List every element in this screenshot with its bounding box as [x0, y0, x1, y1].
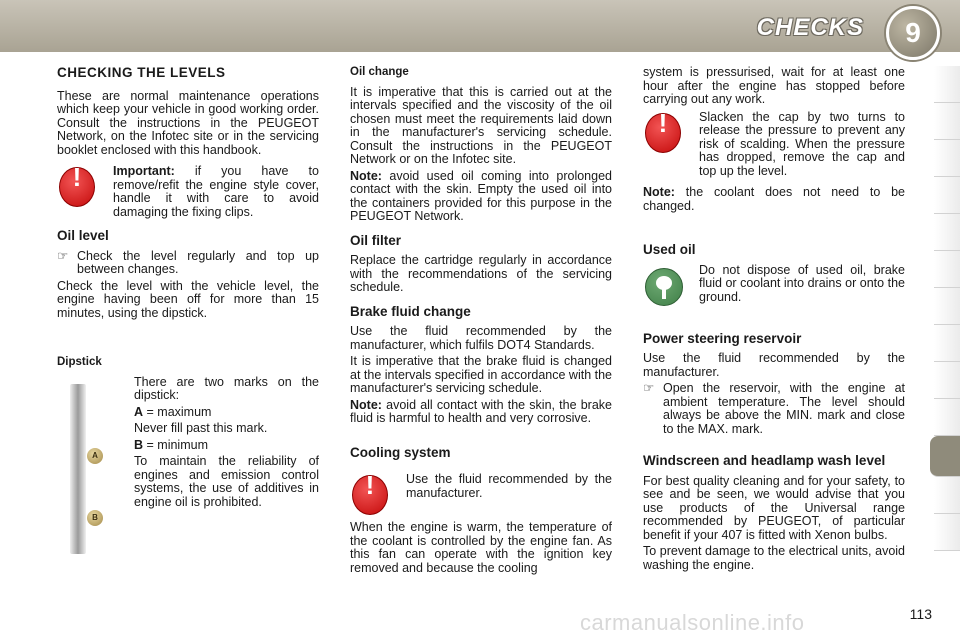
coolant-note: the coolant does not need to be changed. [643, 185, 905, 213]
chapter-tab[interactable] [934, 177, 960, 214]
dipstick-image [70, 384, 86, 554]
chapter-tab[interactable] [934, 325, 960, 362]
exclamation-warning-icon [645, 113, 681, 153]
chapter-tab[interactable] [934, 214, 960, 251]
page-heading: CHECKING THE LEVELS [57, 65, 226, 80]
used-oil-text: Do not dispose of used oil, brake fluid or coolant into drains or onto the ground. [699, 262, 905, 304]
power-steering-text: Use the fluid recommended by the manufacturer. [643, 351, 905, 379]
chapter-number: 9 [905, 17, 921, 48]
important-label: Important: [113, 164, 175, 178]
oil-change-note: avoid used oil coming into prolonged contact with the skin. Empty the used oil into the containers provided for this purpose in the PEUGEOT Network. [350, 168, 612, 223]
dipstick-intro: There are two marks on the dipstick: [134, 374, 319, 402]
exclamation-warning-icon [59, 167, 95, 207]
chapter-tab[interactable] [934, 66, 960, 103]
never-fill-text: Never fill past this mark. [134, 421, 268, 435]
cooling-continued: system is pressurised, wait for at least one hour after the engine has stopped before carrying out any work. [643, 65, 905, 106]
oil-level-text: Check the level with the vehicle level, the engine having been off for more than 15 minutes, using the dipstick. [57, 278, 319, 320]
watermark: carmanualsonline.info [580, 610, 805, 635]
oil-filter-text: Replace the cartridge regularly in accordance with the recommendations of the servicing schedule. [350, 253, 612, 294]
note-label: Note: [643, 185, 675, 199]
column-middle [350, 62, 612, 578]
chapter-tabs [934, 66, 960, 576]
used-oil-block [643, 264, 905, 318]
brake-text-2: It is imperative that the brake fluid is changed at the intervals specified in accordance with the manufacturer's servicing schedule. [350, 354, 612, 395]
mark-a-badge: A [87, 448, 103, 464]
chapter-tab[interactable] [934, 103, 960, 140]
used-oil-heading: Used oil [643, 242, 696, 257]
oil-change-heading: Oil change [350, 66, 409, 78]
note-label: Note: [350, 397, 382, 412]
mark-b-badge: B [87, 510, 103, 526]
washer-heading: Windscreen and headlamp wash level [643, 453, 886, 468]
oil-change-text: It is imperative that this is carried out at the intervals specified and the viscosity of the oil chosen must meet the requirements laid down in the manufacturer's servicing schedule. Consult the instructions in the PEUGEOT Network or on the Infotec site. [350, 84, 612, 166]
chapter-tab[interactable] [934, 288, 960, 325]
oil-level-bullet [57, 250, 319, 277]
page-header [0, 0, 960, 52]
oil-filter-heading: Oil filter [350, 232, 402, 248]
cooling-text-1: Use the fluid recommended by the manufacturer. [406, 472, 612, 500]
tree-environment-icon [645, 268, 683, 306]
mark-a-letter: A [134, 404, 144, 419]
page-number: 113 [909, 606, 932, 622]
exclamation-warning-icon [352, 475, 388, 515]
washer-text-1: For best quality cleaning and for your safety, to see and be seen, we would advise that you use products of the Universal range recommended by PEUGEOT, of particular benefit if your 407 is fitted with Xenon bulbs. [643, 473, 905, 542]
oil-level-bullet-text: Check the level regularly and top up between changes. [77, 248, 319, 276]
brake-note: avoid all contact with the skin, the brake fluid is harmful to health and very corrosive. [350, 397, 612, 425]
reliability-text: To maintain the reliability of engines and emission control systems, the use of additives in engine oil is prohibited. [134, 454, 319, 509]
cooling-warning [350, 473, 612, 527]
power-steering-bullet [643, 382, 905, 436]
hand-pointer-icon: ☞ [57, 248, 69, 263]
intro-paragraph: These are normal maintenance operations which keep your vehicle in good working order. Consult the instructions in the PEUGEOT Network, on the Infotec site or in the servicing booklet enclosed with this handbook. [57, 88, 319, 157]
section-title: CHECKS [756, 14, 864, 41]
slacken-text: Slacken the cap by two turns to release the pressure to prevent any risk of scalding. When the pressure has dropped, remove the cap and top up the level. [699, 109, 905, 178]
chapter-tab-active[interactable] [930, 436, 960, 477]
brake-text-1: Use the fluid recommended by the manufacturer, which fulfils DOT4 Standards. [350, 324, 612, 352]
cooling-text-2: When the engine is warm, the temperature of the coolant is controlled by the engine fan. As this fan can operate with the ignition key removed and because the cooling [350, 520, 612, 575]
mark-b-letter: B [134, 437, 144, 452]
chapter-tab[interactable] [934, 514, 960, 551]
dipstick-heading: Dipstick [57, 356, 102, 368]
chapter-tab[interactable] [934, 477, 960, 514]
chapter-tab[interactable] [934, 251, 960, 288]
column-right [643, 62, 905, 575]
dipstick-text [134, 376, 319, 513]
mark-b-text: = minimum [146, 437, 208, 452]
important-text: if you have to remove/refit the engine style cover, handle it with care to avoid damaging the fixing clips. [113, 164, 319, 219]
power-steering-heading: Power steering reservoir [643, 330, 802, 346]
hand-pointer-icon: ☞ [643, 381, 655, 395]
note-label: Note: [350, 168, 382, 183]
chapter-tab[interactable] [934, 399, 960, 436]
cooling-heading: Cooling system [350, 444, 451, 460]
important-note [57, 165, 319, 219]
power-bullet-text: Open the reservoir, with the engine at ambient temperature. The level should always be above the MIN. mark and close to the MAX. mark. [663, 381, 905, 436]
chapter-tab[interactable] [934, 362, 960, 399]
column-left [57, 62, 319, 556]
chapter-tab[interactable] [934, 140, 960, 177]
washer-text-2: To prevent damage to the electrical units, avoid washing the engine. [643, 544, 905, 572]
brake-fluid-heading: Brake fluid change [350, 303, 471, 319]
mark-a-text: = maximum [146, 404, 212, 419]
slacken-warning [643, 111, 905, 179]
oil-level-heading: Oil level [57, 228, 109, 243]
dipstick-section [57, 376, 319, 556]
chapter-badge [886, 6, 940, 60]
